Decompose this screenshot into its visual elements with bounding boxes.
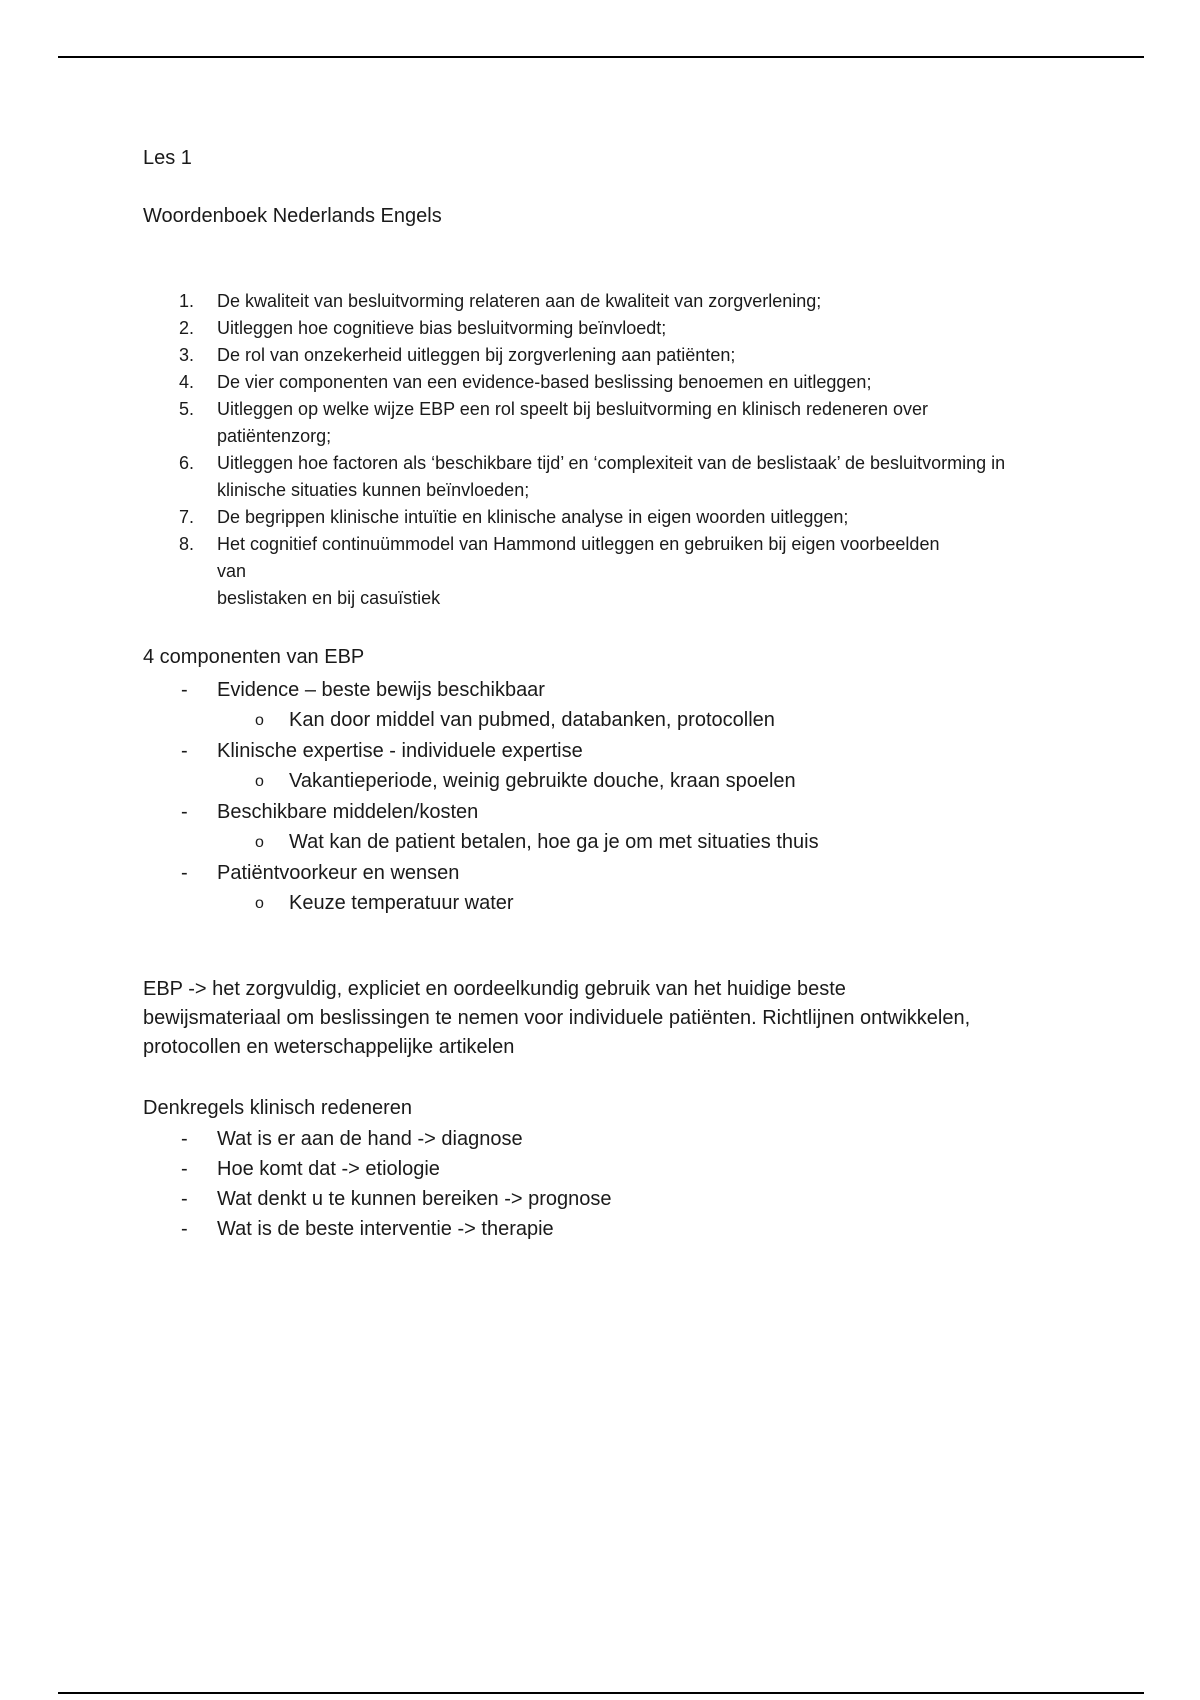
- reasoning-rule-item: [143, 1184, 612, 1214]
- objective-text: De begrippen klinische intuïtie en klinische analyse in eigen woorden uitleggen;: [217, 507, 849, 527]
- ebp-component-label: Evidence – beste bewijs beschikbaar: [217, 679, 545, 701]
- objective-item: [143, 504, 1037, 531]
- ebp-component-label: Klinische expertise - individuele expertise: [217, 740, 583, 762]
- objective-item: [143, 531, 1037, 612]
- ebp-component-subtext: Vakantieperiode, weinig gebruikte douche, kraan spoelen: [289, 770, 796, 792]
- objective-text: De rol van onzekerheid uitleggen bij zorgverlening aan patiënten;: [217, 345, 736, 365]
- dash-bullet: -: [181, 801, 188, 823]
- dash-bullet: -: [181, 1128, 188, 1150]
- reasoning-rule-text: Wat is er aan de hand -> diagnose: [217, 1128, 523, 1150]
- objective-text: De vier componenten van een evidence-based beslissing benoemen en uitleggen;: [217, 372, 872, 392]
- ebp-components-list: [143, 675, 819, 919]
- objective-text-line: van: [217, 561, 247, 581]
- objective-item: [143, 450, 1037, 504]
- ebp-component-subtext: Kan door middel van pubmed, databanken, protocollen: [289, 709, 775, 731]
- ebp-component-item: [143, 675, 819, 736]
- reasoning-rules-list: [143, 1124, 612, 1244]
- objective-text: Uitleggen op welke wijze EBP een rol speelt bij besluitvorming en klinisch redeneren over patiëntenzorg;: [217, 399, 929, 446]
- circle-bullet-icon: o: [255, 895, 264, 912]
- objective-number: 2.: [179, 318, 195, 338]
- objective-number: 8.: [179, 534, 195, 554]
- reasoning-rule-item: [143, 1154, 612, 1184]
- reasoning-rule-item: [143, 1214, 612, 1244]
- reasoning-rule-item: [143, 1124, 612, 1154]
- ebp-component-label: Beschikbare middelen/kosten: [217, 801, 479, 823]
- objective-text-line: Het cognitief continuümmodel van Hammond uitleggen en gebruiken bij eigen voorbeelden: [217, 534, 940, 554]
- objective-number: 1.: [179, 291, 195, 311]
- objective-item: [143, 342, 1037, 369]
- objective-text: Uitleggen hoe cognitieve bias besluitvorming beïnvloedt;: [217, 318, 667, 338]
- learning-objectives-list: [143, 288, 1037, 612]
- objective-number: 3.: [179, 345, 195, 365]
- dash-bullet: -: [181, 1158, 188, 1180]
- circle-bullet-icon: o: [255, 773, 264, 790]
- ebp-definition: EBP -> het zorgvuldig, expliciet en oordeelkundig gebruik van het huidige beste bewijsmateriaal om beslissingen te nemen voor individuele patiënten. Richtlijnen ontwikkelen, protocollen en weterschappelijke artikelen: [143, 978, 971, 1058]
- objective-text: Uitleggen hoe factoren als ‘beschikbare tijd’ en ‘complexiteit van de beslistaak’ de besluitvorming in klinische situaties kunnen beïnvloeden;: [217, 453, 1006, 500]
- ebp-component-sublist: [217, 888, 819, 919]
- dash-bullet: -: [181, 679, 188, 701]
- lesson-title: Les 1: [143, 147, 192, 169]
- objective-text: De kwaliteit van besluitvorming relateren aan de kwaliteit van zorgverlening;: [217, 291, 822, 311]
- ebp-component-subtext: Keuze temperatuur water: [289, 892, 514, 914]
- ebp-component-subtext: Wat kan de patient betalen, hoe ga je om met situaties thuis: [289, 831, 819, 853]
- ebp-component-sublist: [217, 827, 819, 858]
- ebp-component-subitem: [217, 705, 819, 736]
- page-bottom-rule: [58, 1692, 1144, 1694]
- ebp-component-item: [143, 858, 819, 919]
- reasoning-rule-text: Wat is de beste interventie -> therapie: [217, 1218, 554, 1240]
- objective-item: [143, 288, 1037, 315]
- ebp-component-sublist: [217, 766, 819, 797]
- objective-text-line: beslistaken en bij casuïstiek: [217, 588, 441, 608]
- ebp-component-subitem: [217, 827, 819, 858]
- reasoning-rule-text: Hoe komt dat -> etiologie: [217, 1158, 440, 1180]
- ebp-component-sublist: [217, 705, 819, 736]
- objective-item: [143, 315, 1037, 342]
- dash-bullet: -: [181, 1188, 188, 1210]
- dash-bullet: -: [181, 740, 188, 762]
- ebp-component-item: [143, 736, 819, 797]
- objective-number: 4.: [179, 372, 195, 392]
- ebp-component-subitem: [217, 766, 819, 797]
- objective-number: 6.: [179, 453, 195, 473]
- ebp-component-subitem: [217, 888, 819, 919]
- circle-bullet-icon: o: [255, 834, 264, 851]
- objective-item: [143, 369, 1037, 396]
- dictionary-line: Woordenboek Nederlands Engels: [143, 205, 442, 227]
- reasoning-heading: Denkregels klinisch redeneren: [143, 1097, 413, 1119]
- dash-bullet: -: [181, 862, 188, 884]
- page-top-rule: [58, 56, 1144, 58]
- ebp-component-label: Patiëntvoorkeur en wensen: [217, 862, 460, 884]
- ebp-components-heading: 4 componenten van EBP: [143, 646, 365, 668]
- objective-number: 5.: [179, 399, 195, 419]
- reasoning-rule-text: Wat denkt u te kunnen bereiken -> prognose: [217, 1188, 612, 1210]
- circle-bullet-icon: o: [255, 712, 264, 729]
- ebp-component-item: [143, 797, 819, 858]
- objective-number: 7.: [179, 507, 195, 527]
- objective-item: [143, 396, 1037, 450]
- dash-bullet: -: [181, 1218, 188, 1240]
